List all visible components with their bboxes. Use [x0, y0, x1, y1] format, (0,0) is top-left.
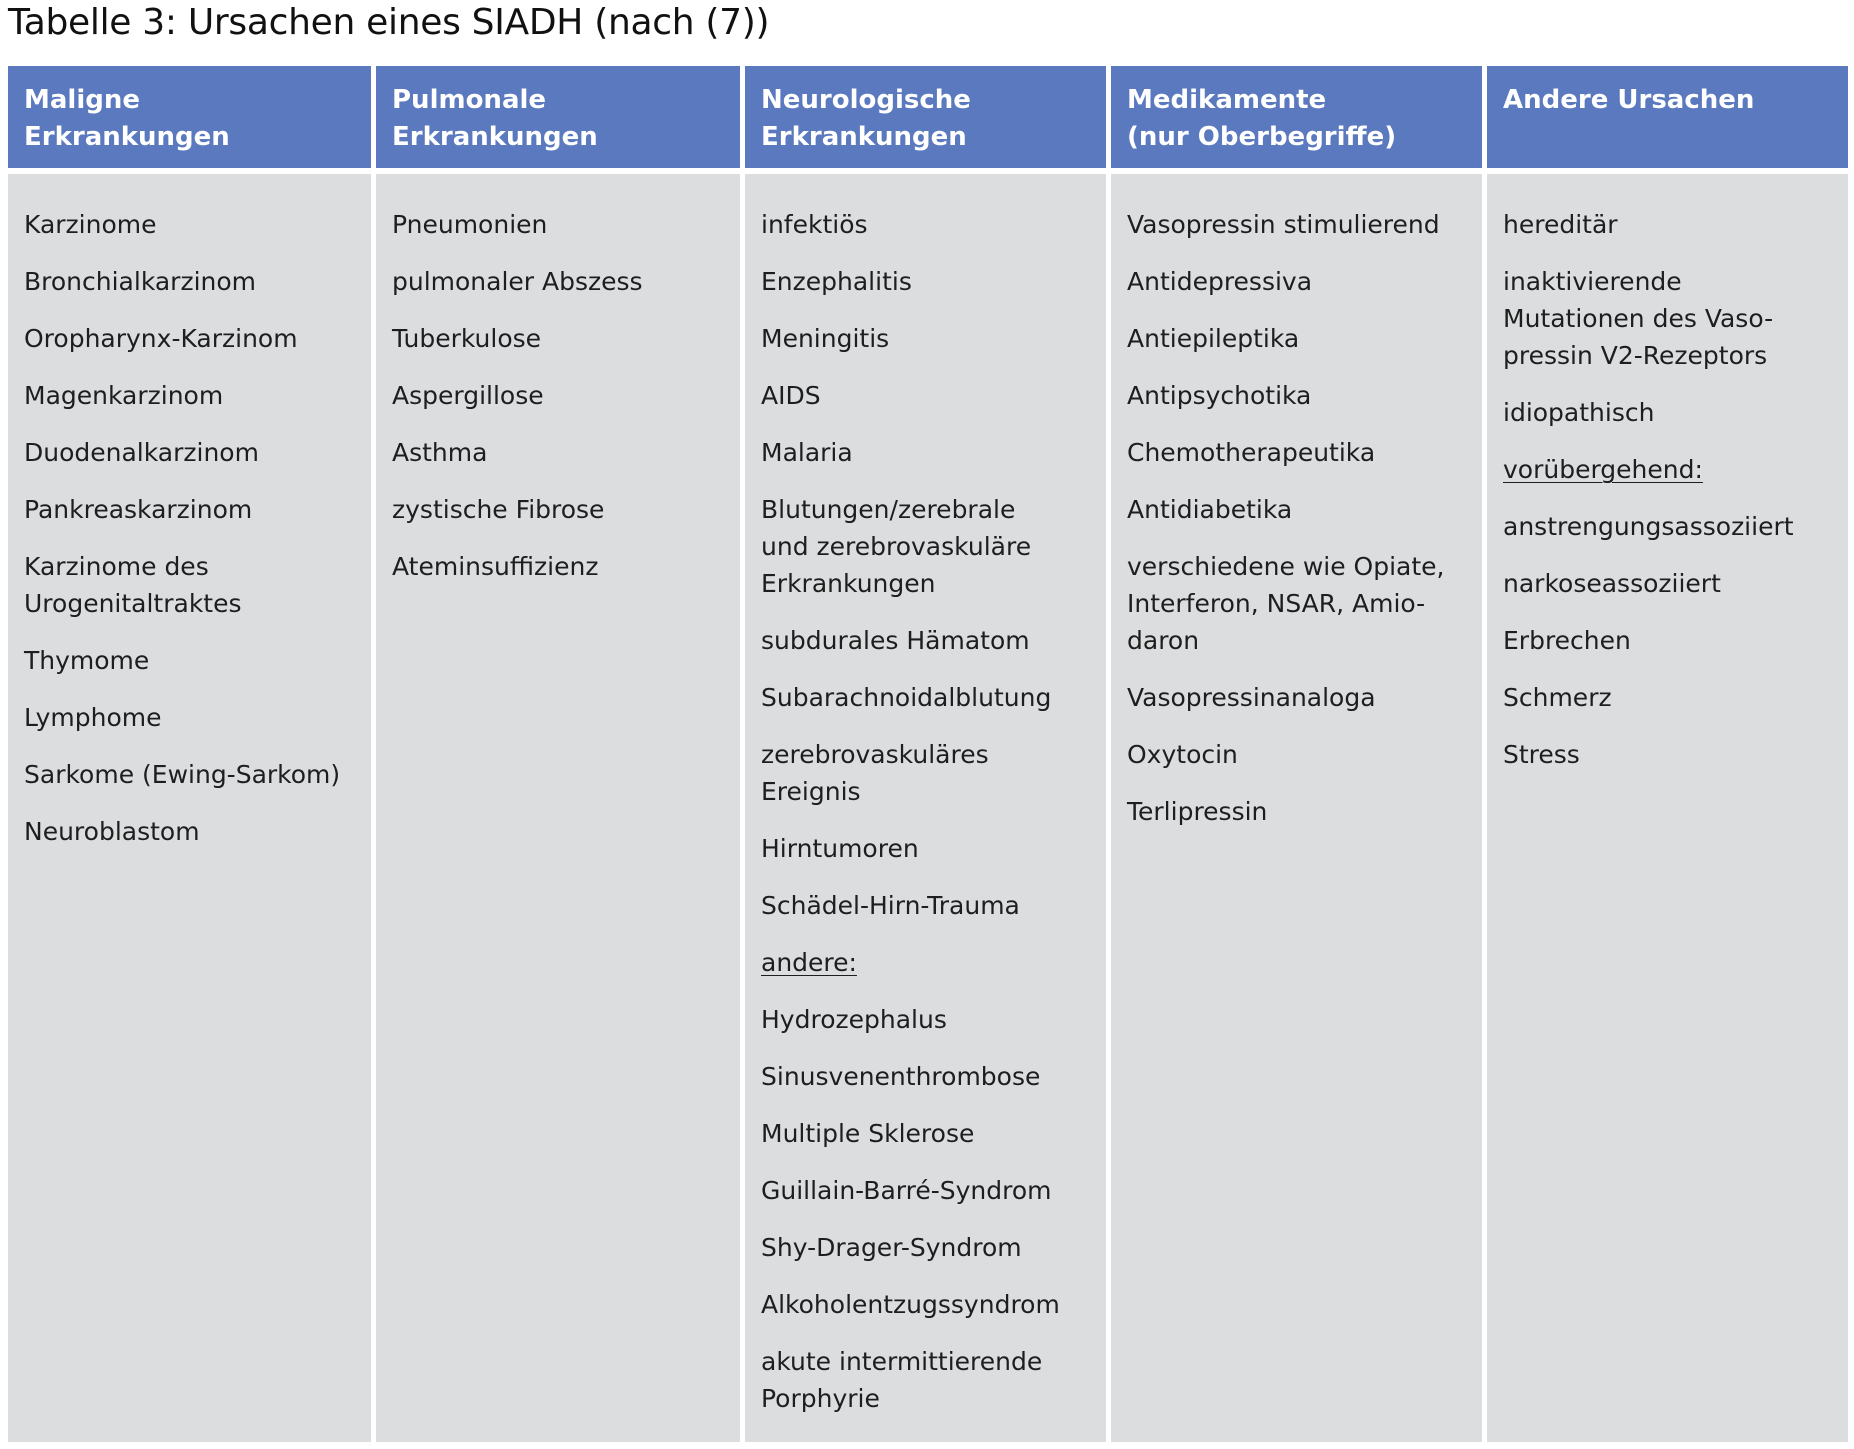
- list-item-line: Hydrozephalus: [761, 1005, 947, 1034]
- list-item-line: und zerebrovaskuläre: [761, 532, 1032, 561]
- list-item: [1127, 263, 1474, 300]
- list-item: [24, 263, 363, 300]
- list-item: [392, 434, 732, 471]
- list-item-line: anstrengungsassoziiert: [1503, 512, 1794, 541]
- list-item-line: Interferon, NSAR, Amio-: [1127, 589, 1426, 618]
- header-line: Andere Ursachen: [1503, 85, 1755, 115]
- list-item-line: Schmerz: [1503, 683, 1612, 712]
- list-item: [392, 548, 732, 585]
- header-cell-neurologische: [745, 66, 1106, 168]
- list-item: [24, 756, 363, 793]
- list-item-line: Chemotherapeutika: [1127, 438, 1376, 467]
- list-item-line: inaktivierende: [1503, 267, 1682, 296]
- list-item: [24, 813, 363, 850]
- list-item-line: Antipsychotika: [1127, 381, 1312, 410]
- list-item: [761, 830, 1098, 867]
- list-item: [392, 320, 732, 357]
- list-item-line: Terlipressin: [1127, 797, 1268, 826]
- list-item-line: Sinusvenenthrombose: [761, 1062, 1041, 1091]
- list-item: [761, 434, 1098, 471]
- list-item-line: Subarachnoidalblutung: [761, 683, 1052, 712]
- list-item: [761, 622, 1098, 659]
- header-line: Erkrankungen: [761, 122, 967, 152]
- list-item: [1127, 679, 1474, 716]
- list-item: [1503, 394, 1840, 431]
- body-cell-pulmonale: [376, 174, 740, 1442]
- list-item-line: akute intermittierende: [761, 1347, 1043, 1376]
- list-item-line: Erbrechen: [1503, 626, 1631, 655]
- list-item-line: Neuroblastom: [24, 817, 200, 846]
- header-line: (nur Oberbegriffe): [1127, 122, 1397, 152]
- list-item-line: narkoseassoziiert: [1503, 569, 1721, 598]
- list-item-line: Erkrankungen: [761, 569, 936, 598]
- list-item: [761, 1115, 1098, 1152]
- list-item-line: verschiedene wie Opiate,: [1127, 552, 1445, 581]
- list-item: [24, 377, 363, 414]
- body-cell-neurologische: [745, 174, 1106, 1442]
- list-item-line: Aspergillose: [392, 381, 544, 410]
- list-item-line: andere:: [761, 948, 857, 977]
- list-item-line: infektiös: [761, 210, 868, 239]
- list-item-line: Hirntumoren: [761, 834, 919, 863]
- list-item-line: daron: [1127, 626, 1200, 655]
- list-item-line: Pneumonien: [392, 210, 548, 239]
- list-item: [1503, 679, 1840, 716]
- list-item: [761, 320, 1098, 357]
- list-item-line: zerebrovaskuläres: [761, 740, 989, 769]
- list-item: [1503, 736, 1840, 773]
- list-item-line: Mutationen des Vaso-: [1503, 304, 1774, 333]
- header-line: Erkrankungen: [24, 122, 230, 152]
- list-item: [1127, 320, 1474, 357]
- list-item-line: AIDS: [761, 381, 821, 410]
- list-item-line: Schädel-Hirn-Trauma: [761, 891, 1020, 920]
- list-item-line: Meningitis: [761, 324, 890, 353]
- list-item: [1127, 434, 1474, 471]
- header-cell-pulmonale: [376, 66, 740, 168]
- list-item-line: Pankreaskarzinom: [24, 495, 253, 524]
- list-item: [24, 434, 363, 471]
- list-item-line: Oxytocin: [1127, 740, 1238, 769]
- list-item-line: idiopathisch: [1503, 398, 1655, 427]
- header-cell-maligne: [8, 66, 371, 168]
- list-item: [761, 736, 1098, 810]
- list-item: [1503, 263, 1840, 374]
- header-line: Pulmonale: [392, 85, 547, 115]
- list-item-line: hereditär: [1503, 210, 1618, 239]
- list-item-line: zystische Fibrose: [392, 495, 605, 524]
- body-cell-maligne: [8, 174, 371, 1442]
- list-item: [1127, 377, 1474, 414]
- list-item-line: Karzinome: [24, 210, 157, 239]
- header-line: Maligne: [24, 85, 140, 115]
- list-item-line: Porphyrie: [761, 1384, 880, 1413]
- list-item: [761, 263, 1098, 300]
- list-item-line: Enzephalitis: [761, 267, 912, 296]
- list-item: [1127, 793, 1474, 830]
- list-item-line: Tuberkulose: [392, 324, 542, 353]
- list-item-line: vorübergehend:: [1503, 455, 1703, 484]
- list-item: [392, 491, 732, 528]
- list-item-line: Guillain-Barré-Syndrom: [761, 1176, 1052, 1205]
- table-header-row: [8, 66, 1848, 168]
- list-item-line: Malaria: [761, 438, 853, 467]
- header-line: Neurologische: [761, 85, 971, 115]
- list-item: [1127, 206, 1474, 243]
- list-item: [1503, 508, 1840, 545]
- list-item-line: Antidepressiva: [1127, 267, 1313, 296]
- list-item-line: Stress: [1503, 740, 1580, 769]
- list-item-line: Multiple Sklerose: [761, 1119, 975, 1148]
- list-item: [761, 944, 1098, 981]
- list-item: [761, 1343, 1098, 1417]
- list-item: [24, 642, 363, 679]
- list-item: [1127, 736, 1474, 773]
- list-item-line: Ateminsuffizienz: [392, 552, 599, 581]
- list-item: [24, 548, 363, 622]
- list-item-line: Bronchialkarzinom: [24, 267, 257, 296]
- list-item-line: Antidiabetika: [1127, 495, 1293, 524]
- list-item: [1503, 565, 1840, 602]
- list-item: [24, 491, 363, 528]
- list-item-line: subdurales Hämatom: [761, 626, 1030, 655]
- table-body-row: [8, 174, 1848, 1442]
- list-item: [1503, 451, 1840, 488]
- list-item: [761, 491, 1098, 602]
- list-item: [761, 206, 1098, 243]
- list-item: [761, 1172, 1098, 1209]
- header-cell-andere: [1487, 66, 1848, 168]
- list-item: [392, 206, 732, 243]
- list-item-line: Lymphome: [24, 703, 162, 732]
- list-item-line: Ereignis: [761, 777, 861, 806]
- list-item: [761, 377, 1098, 414]
- body-cell-andere: [1487, 174, 1848, 1442]
- list-item-line: Urogenitaltraktes: [24, 589, 242, 618]
- list-item-line: Antiepileptika: [1127, 324, 1300, 353]
- list-item-line: Shy-Drager-Syndrom: [761, 1233, 1022, 1262]
- list-item-line: Sarkome (Ewing-Sarkom): [24, 760, 341, 789]
- list-item: [1127, 491, 1474, 528]
- list-item: [761, 1001, 1098, 1038]
- list-item: [761, 1286, 1098, 1323]
- body-cell-medikamente: [1111, 174, 1482, 1442]
- table-title: Tabelle 3: Ursachen eines SIADH (nach (7)): [8, 2, 770, 43]
- list-item-line: Blutungen/zerebrale: [761, 495, 1016, 524]
- list-item-line: Karzinome des: [24, 552, 209, 581]
- list-item-line: Alkoholentzugssyndrom: [761, 1290, 1060, 1319]
- list-item-line: Thymome: [24, 646, 150, 675]
- list-item: [1503, 622, 1840, 659]
- list-item: [761, 887, 1098, 924]
- list-item: [761, 1058, 1098, 1095]
- list-item-line: Magenkarzinom: [24, 381, 224, 410]
- list-item-line: Asthma: [392, 438, 488, 467]
- list-item: [24, 320, 363, 357]
- list-item: [392, 377, 732, 414]
- list-item: [392, 263, 732, 300]
- header-line: Erkrankungen: [392, 122, 598, 152]
- list-item-line: Duodenalkarzinom: [24, 438, 259, 467]
- list-item-line: Vasopressinanaloga: [1127, 683, 1376, 712]
- list-item-line: pulmonaler Abszess: [392, 267, 643, 296]
- list-item: [761, 1229, 1098, 1266]
- list-item: [24, 699, 363, 736]
- header-line: Medikamente: [1127, 85, 1327, 115]
- list-item: [1503, 206, 1840, 243]
- header-cell-medikamente: [1111, 66, 1482, 168]
- list-item-line: Oropharynx-Karzinom: [24, 324, 298, 353]
- list-item: [761, 679, 1098, 716]
- list-item: [1127, 548, 1474, 659]
- list-item-line: Vasopressin stimulierend: [1127, 210, 1440, 239]
- causes-table: [8, 66, 1848, 1442]
- list-item: [24, 206, 363, 243]
- list-item-line: pressin V2-Rezeptors: [1503, 341, 1768, 370]
